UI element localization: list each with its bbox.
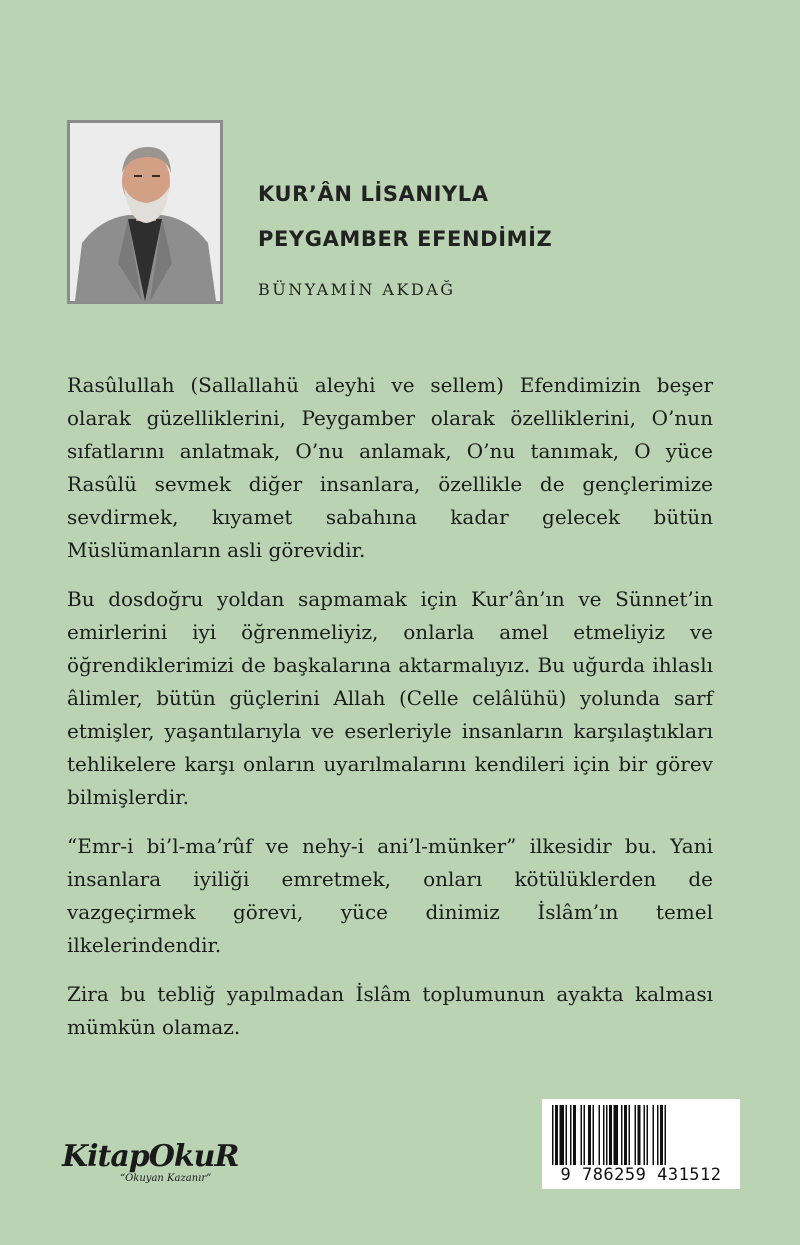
publisher-name: KitapOkuR <box>62 1139 239 1174</box>
blurb-paragraph-3: “Emr-i bi’l-ma’rûf ve nehy-i ani’l-münker” ilkesidir bu. Yani insanlara iyiliği emretmek, onları kötülüklerden de vazgeçirmek görevi, yüce dinimiz İslâm’ın temel ilkelerindendir. <box>67 834 713 957</box>
book-title-line-1: KUR’ÂN LİSANIYLA <box>258 182 489 206</box>
author-portrait-image <box>70 123 220 301</box>
book-title-line-2: PEYGAMBER EFENDİMİZ <box>258 227 553 251</box>
publisher-logo <box>62 1139 239 1192</box>
publisher-slogan: “Okuyan Kazanır” <box>120 1173 212 1184</box>
blurb-paragraph-1: Rasûlullah (Sallallahü aleyhi ve sellem) Efendimizin beşer olarak güzelliklerini, Peygamber olarak özelliklerini, O’nun sıfatlarını anlatmak, O’nu anlamak, O’nu tanımak, O yüce Rasûlü sevmek diğer insanlara, özellikle de gençlerimize sevdirmek, kıyamet sabahına kadar gelecek bütün Müslümanların asli görevidir. <box>67 373 713 562</box>
blurb-paragraph-4: Zira bu tebliğ yapılmadan İslâm toplumunun ayakta kalması mümkün olamaz. <box>67 982 713 1039</box>
book-title <box>258 172 552 262</box>
isbn-digits: 9 786259 431512 <box>560 1165 722 1185</box>
blurb-paragraph-2: Bu dosdoğru yoldan sapmamak için Kur’ân’ın ve Sünnet’in emirlerini iyi öğrenmeliyiz, onlarla amel etmeliyiz ve öğrendiklerimizi de başkalarına aktarmalıyız. Bu uğurda ihlaslı âlimler, bütün güçlerini Allah (Celle celâlühü) yolunda sarf etmişler, yaşantılarıyla ve eserleriyle insanların karşılaştıkları tehlikelere karşı onların uyarılmalarını kendileri için bir görev bilmişlerdir. <box>67 587 713 809</box>
author-photo <box>67 120 223 304</box>
author-name: BÜNYAMİN AKDAĞ <box>258 280 456 299</box>
blurb-text <box>67 369 713 1060</box>
isbn-barcode <box>542 1099 740 1189</box>
barcode-bars-icon <box>550 1105 732 1165</box>
